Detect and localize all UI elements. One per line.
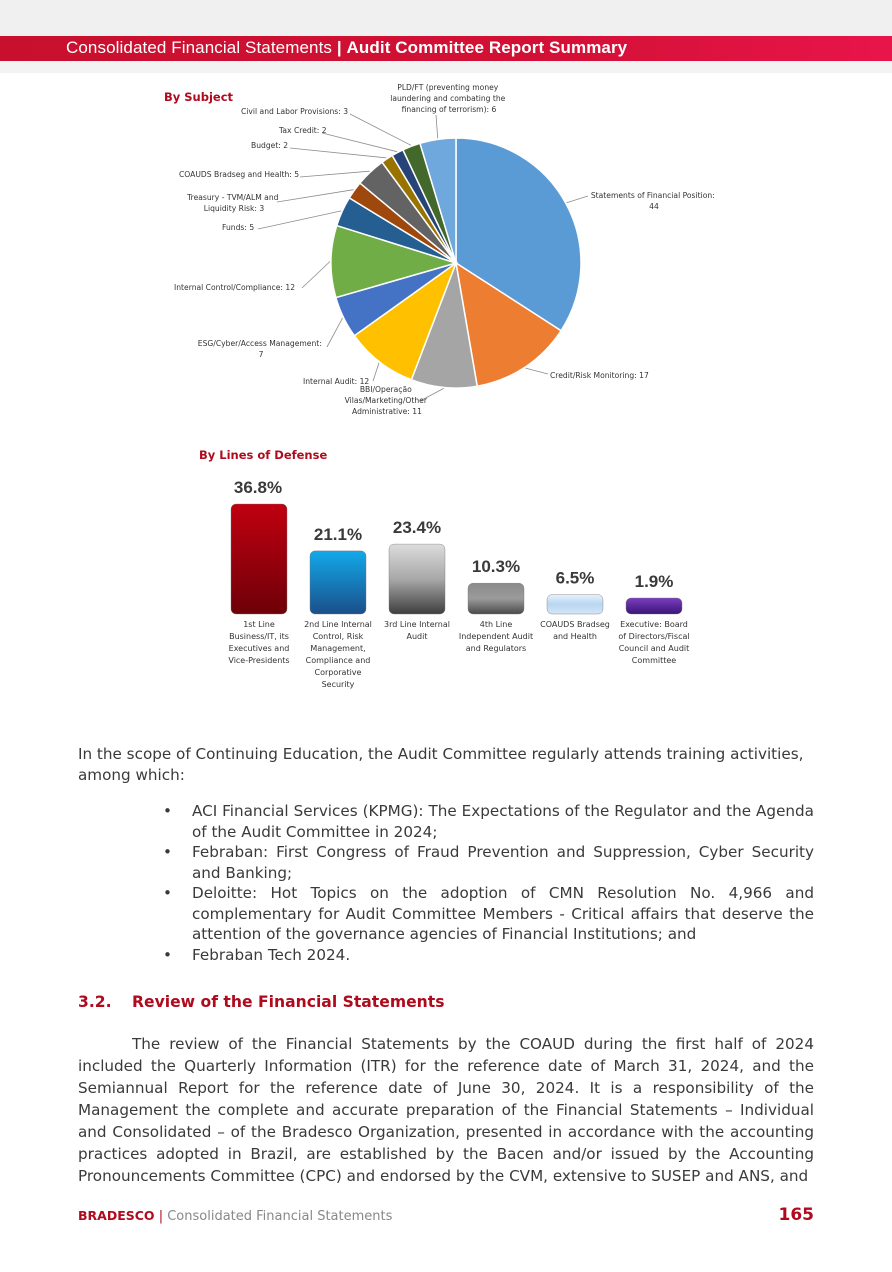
- bar: [626, 598, 682, 614]
- pie-label-coauds: COAUDS Bradseg and Health: 5: [179, 170, 300, 179]
- bar-label-4th-line: 4th Line Independent Audit and Regulators: [458, 620, 534, 653]
- bar-value-label: 23.4%: [392, 518, 442, 538]
- pie-label-tax-credit: Tax Credit: 2: [279, 126, 327, 135]
- page-footer: [78, 1208, 392, 1224]
- pie-leader-line: [373, 363, 379, 381]
- pie-label-internal-audit: Internal Audit: 12: [303, 377, 370, 386]
- pie-leader-line: [277, 190, 354, 202]
- training-list: [160, 801, 814, 965]
- header-separator: |: [336, 38, 342, 57]
- page-header: [0, 36, 892, 61]
- pie-label-funds: Funds: 5: [222, 223, 255, 232]
- section-heading: [78, 993, 445, 1011]
- bar: [547, 595, 603, 614]
- footer-brand: BRADESCO: [78, 1208, 155, 1223]
- bar-value-label: 1.9%: [634, 572, 674, 591]
- footer-text: Consolidated Financial Statements: [167, 1209, 393, 1224]
- pie-slices: [331, 138, 581, 388]
- pie-label-statements: Statements of Financial Position: 44: [590, 191, 715, 211]
- bar-label-executive: Executive: Board of Directors/Fiscal Council and Audit Committee: [618, 620, 690, 665]
- pie-label-pld-ft: PLD/FT (preventing money laundering and combating the financing of terrorism): 6: [390, 83, 506, 114]
- bar-value-label: 36.8%: [233, 478, 283, 497]
- bar-label-coauds: COAUDS Bradseg and Health: [540, 620, 610, 641]
- header-subtitle: Audit Committee Report Summary: [346, 38, 628, 57]
- pie-label-internal-control: Internal Control/Compliance: 12: [174, 283, 296, 292]
- bullet-icon: •: [163, 945, 172, 964]
- bar-label-1st-line: 1st Line Business/IT, its Executives and Vice-Presidents: [228, 620, 290, 665]
- body-paragraph: The review of the Financial Statements by the COAUD during the first half of 2024 included the Quarterly Information (ITR) for the reference date of March 31, 2024, and the Semiannual Report for the reference date of June 30, 2024. It is a responsibility of the Management the complete and accurate preparation of the Financial Statements – Individual and Consolidated – of the Bradesco Organization, presented in accordance with the accounting practices adopted in Brazil, are established by the Bacen and/or issued by the Accounting Pronouncements Committee (CPC) and endorsed by the CVM, extensive to SUSEP and ANS, and: [78, 1035, 814, 1185]
- header-shadow-band: [0, 61, 892, 73]
- bar-marks: [231, 478, 682, 614]
- bar-label-3rd-line: 3rd Line Internal Audit: [384, 620, 450, 641]
- bar: [468, 583, 524, 614]
- bar: [389, 544, 445, 614]
- pie-leader-line: [290, 148, 387, 158]
- pie-leader-line: [258, 211, 341, 229]
- bullet-icon: •: [163, 884, 172, 902]
- pie-leader-line: [300, 171, 370, 177]
- pie-chart-title: By Subject: [164, 90, 234, 104]
- pie-label-bbi: BBI/Operação Vilas/Marketing/Other Administrative: 11: [344, 385, 427, 416]
- intro-paragraph: In the scope of Continuing Education, the Audit Committee regularly attends training activities, among which:: [78, 745, 804, 784]
- bar-value-label: 10.3%: [471, 557, 521, 577]
- bar-value-label: 21.1%: [313, 524, 363, 544]
- pie-label-budget: Budget: 2: [251, 141, 289, 150]
- pie-leader-line: [567, 196, 588, 203]
- page-number: 165: [778, 1205, 814, 1225]
- list-item: • Febraban Tech 2024.: [163, 945, 351, 964]
- list-item: • Deloitte: Hot Topics on the adoption of CMN Resolution No. 4,966 and complementary for Audit Committee Members - Critical affairs that deserve the attention of the governance agencies of Financial Institutions; and: [163, 884, 814, 943]
- section-title: Review of the Financial Statements: [132, 993, 445, 1011]
- pie-label-civil-labor: Civil and Labor Provisions: 3: [241, 107, 349, 116]
- bar-label-2nd-line: 2nd Line Internal Control, Risk Management, Compliance and Corporative Security: [304, 620, 372, 689]
- pie-leader-line: [436, 115, 438, 138]
- pie-leader-line: [302, 262, 330, 289]
- bar-chart-title: By Lines of Defense: [199, 448, 328, 462]
- bar: [310, 551, 366, 614]
- section-number: 3.2.: [78, 993, 112, 1011]
- bar-value-label: 6.5%: [555, 568, 595, 588]
- pie-label-esg: ESG/Cyber/Access Management: 7: [197, 339, 322, 359]
- pie-chart-by-subject: [0, 75, 892, 435]
- bar-category-labels: [228, 620, 689, 689]
- pie-leader-line: [322, 133, 397, 152]
- pie-label-treasury: Treasury - TVM/ALM and Liquidity Risk: 3: [187, 193, 279, 213]
- pie-leader-line: [350, 114, 411, 145]
- pie-leader-line: [327, 318, 343, 347]
- bar-chart-by-lines-of-defense: [0, 440, 892, 700]
- top-strip: [0, 0, 892, 36]
- header-title: Consolidated Financial Statements: [66, 38, 333, 57]
- bullet-icon: •: [163, 802, 172, 820]
- bullet-icon: •: [163, 843, 172, 861]
- list-item: • ACI Financial Services (KPMG): The Expectations of the Regulator and the Agenda of the Audit Committee in 2024;: [163, 802, 814, 841]
- bar: [231, 504, 287, 614]
- list-item: • Febraban: First Congress of Fraud Prevention and Suppression, Cyber Security and Banking;: [163, 843, 814, 882]
- footer-separator: |: [158, 1209, 164, 1224]
- pie-leader-line: [526, 368, 549, 374]
- pie-label-credit: Credit/Risk Monitoring: 17: [550, 371, 649, 380]
- header-text: [66, 38, 627, 58]
